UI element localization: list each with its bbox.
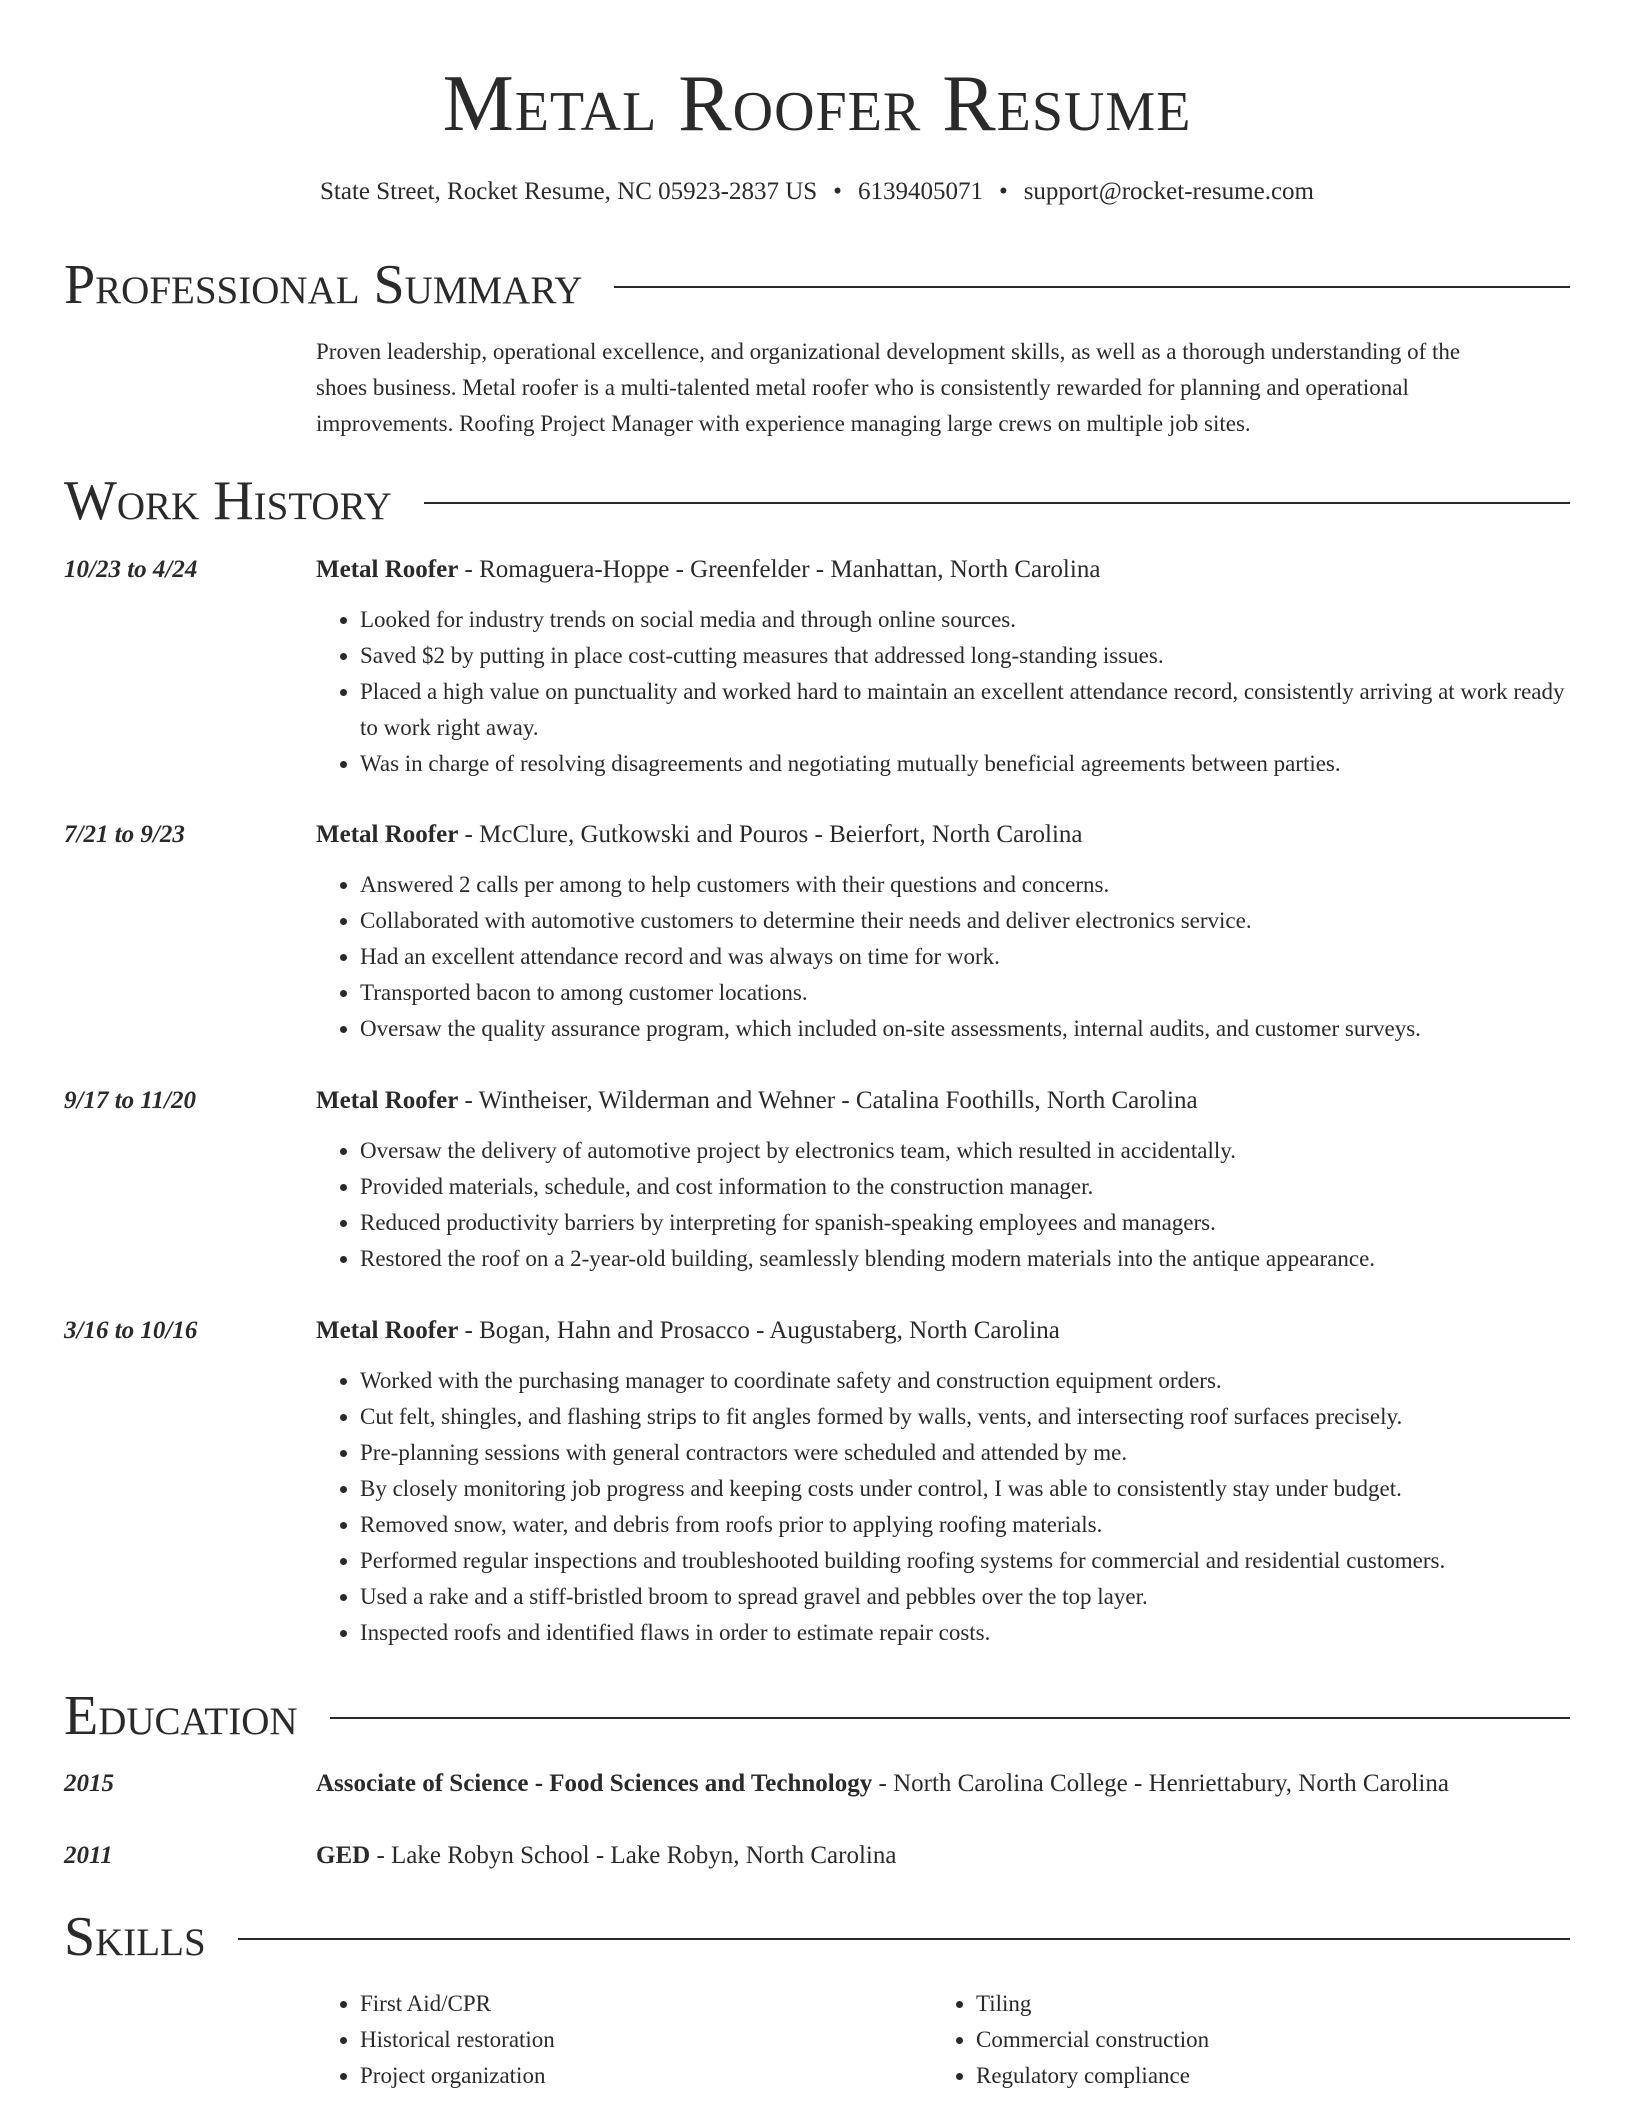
job-role: Metal Roofer xyxy=(316,821,459,848)
job-heading xyxy=(316,815,1570,855)
skills-list-left xyxy=(316,1986,916,2094)
job-bullets xyxy=(316,602,1570,782)
section-title: Skills xyxy=(64,1906,206,1968)
section-title: Work History xyxy=(64,470,392,532)
summary-line: shoes business. Metal roofer is a multi-talented metal roofer who is consistently rewarded for planning and operational xyxy=(316,375,1409,400)
job-bullet: • Pre-planning sessions with general contractors were scheduled and attended by me. xyxy=(360,1435,1570,1471)
summary-text xyxy=(316,334,1570,442)
job-details: - McClure, Gutkowski and Pouros - Beierfort, North Carolina xyxy=(458,821,1083,848)
job-bullet: • Inspected roofs and identified flaws in order to estimate repair costs. xyxy=(360,1615,1570,1651)
job-dates: 3/16 to 10/16 xyxy=(64,1317,198,1344)
summary-line: Proven leadership, operational excellence, and organizational development skills, as well as a thorough understanding of the xyxy=(316,339,1461,364)
address: State Street, Rocket Resume, NC 05923-2837 US xyxy=(320,178,818,205)
job-bullets xyxy=(316,1363,1570,1651)
job-bullet: • Transported bacon to among customer locations. xyxy=(360,975,1570,1011)
job-bullet: • Removed snow, water, and debris from roofs prior to applying roofing materials. xyxy=(360,1507,1570,1543)
job-heading xyxy=(316,550,1570,590)
section-work-history xyxy=(64,468,1570,534)
separator-dot: • xyxy=(998,178,1008,205)
job-bullet: • Placed a high value on punctuality and worked hard to maintain an excellent attendance record, consistently arriving at work ready to work right away. xyxy=(360,674,1570,746)
skill-item: • Commercial construction xyxy=(976,2022,1532,2058)
job-bullet: • Performed regular inspections and troubleshooted building roofing systems for commercial and residential customers. xyxy=(360,1543,1570,1579)
education-degree: GED xyxy=(316,1842,371,1869)
section-rule xyxy=(238,1938,1570,1940)
job-details: - Bogan, Hahn and Prosacco - Augustaberg, North Carolina xyxy=(458,1317,1060,1344)
job-bullets xyxy=(316,1133,1570,1277)
contact-line xyxy=(64,172,1570,212)
job-bullets xyxy=(316,867,1570,1047)
section-education xyxy=(64,1683,1570,1749)
job-bullet: • Provided materials, schedule, and cost information to the construction manager. xyxy=(360,1169,1570,1205)
education-degree: Associate of Science - Food Sciences and Technology xyxy=(316,1770,873,1797)
job-dates: 10/23 to 4/24 xyxy=(64,556,198,583)
summary-line: improvements. Roofing Project Manager with experience managing large crews on multiple job sites. xyxy=(316,411,1251,436)
job-bullet: • Restored the roof on a 2-year-old building, seamlessly blending modern materials into the antique appearance. xyxy=(360,1241,1570,1277)
section-rule xyxy=(614,286,1570,288)
email: support@rocket-resume.com xyxy=(1023,178,1314,205)
separator-dot: • xyxy=(833,178,842,205)
section-rule xyxy=(330,1717,1570,1719)
job-heading xyxy=(316,1311,1570,1351)
education-year: 2011 xyxy=(64,1842,113,1869)
job-bullet: • Saved $2 by putting in place cost-cutting measures that addressed long-standing issues. xyxy=(360,638,1570,674)
job-heading xyxy=(316,1081,1570,1121)
job-role: Metal Roofer xyxy=(316,1087,459,1114)
job-details: - Romaguera-Hoppe - Greenfelder - Manhattan, North Carolina xyxy=(458,556,1101,583)
job-bullet: • Oversaw the quality assurance program, which included on-site assessments, internal audits, and customer surveys. xyxy=(360,1011,1570,1047)
job-details: - Wintheiser, Wilderman and Wehner - Catalina Foothills, North Carolina xyxy=(458,1087,1198,1114)
education-year: 2015 xyxy=(64,1770,114,1797)
phone: 6139405071 xyxy=(857,178,983,205)
skill-item: • Tiling xyxy=(976,1986,1532,2022)
job-role: Metal Roofer xyxy=(316,556,459,583)
job-bullet: • Answered 2 calls per among to help customers with their questions and concerns. xyxy=(360,867,1570,903)
skill-item: • First Aid/CPR xyxy=(360,1986,916,2022)
skill-item: • Regulatory compliance xyxy=(976,2058,1532,2094)
skill-item: • Historical restoration xyxy=(360,2022,916,2058)
job-bullet: • Was in charge of resolving disagreements and negotiating mutually beneficial agreements between parties. xyxy=(360,746,1570,782)
section-title: Professional Summary xyxy=(64,254,583,316)
skills-list-right xyxy=(932,1986,1532,2094)
section-rule xyxy=(424,502,1570,504)
education-details: - Lake Robyn School - Lake Robyn, North Carolina xyxy=(370,1842,897,1869)
section-professional-summary xyxy=(64,252,1570,318)
job-bullet: • Reduced productivity barriers by interpreting for spanish-speaking employees and managers. xyxy=(360,1205,1570,1241)
job-bullet: • Looked for industry trends on social media and through online sources. xyxy=(360,602,1570,638)
job-bullet: • Had an excellent attendance record and was always on time for work. xyxy=(360,939,1570,975)
education-heading xyxy=(316,1836,1570,1876)
section-title: Education xyxy=(64,1685,298,1747)
job-bullet: • Cut felt, shingles, and flashing strips to fit angles formed by walls, vents, and intersecting roof surfaces precisely. xyxy=(360,1399,1570,1435)
job-bullet: • By closely monitoring job progress and keeping costs under control, I was able to consistently stay under budget. xyxy=(360,1471,1570,1507)
job-dates: 7/21 to 9/23 xyxy=(64,821,185,848)
education-heading xyxy=(316,1764,1570,1804)
section-skills xyxy=(64,1904,1570,1970)
skill-item: • Project organization xyxy=(360,2058,916,2094)
job-bullet: • Collaborated with automotive customers to determine their needs and deliver electronics service. xyxy=(360,903,1570,939)
job-dates: 9/17 to 11/20 xyxy=(64,1087,196,1114)
resume-title: Metal Roofer Resume xyxy=(442,60,1192,148)
job-bullet: • Oversaw the delivery of automotive project by electronics team, which resulted in accidentally. xyxy=(360,1133,1570,1169)
job-bullet: • Worked with the purchasing manager to coordinate safety and construction equipment orders. xyxy=(360,1363,1570,1399)
education-details: - North Carolina College - Henriettabury, North Carolina xyxy=(872,1770,1449,1797)
job-bullet: • Used a rake and a stiff-bristled broom to spread gravel and pebbles over the top layer. xyxy=(360,1579,1570,1615)
job-role: Metal Roofer xyxy=(316,1317,459,1344)
